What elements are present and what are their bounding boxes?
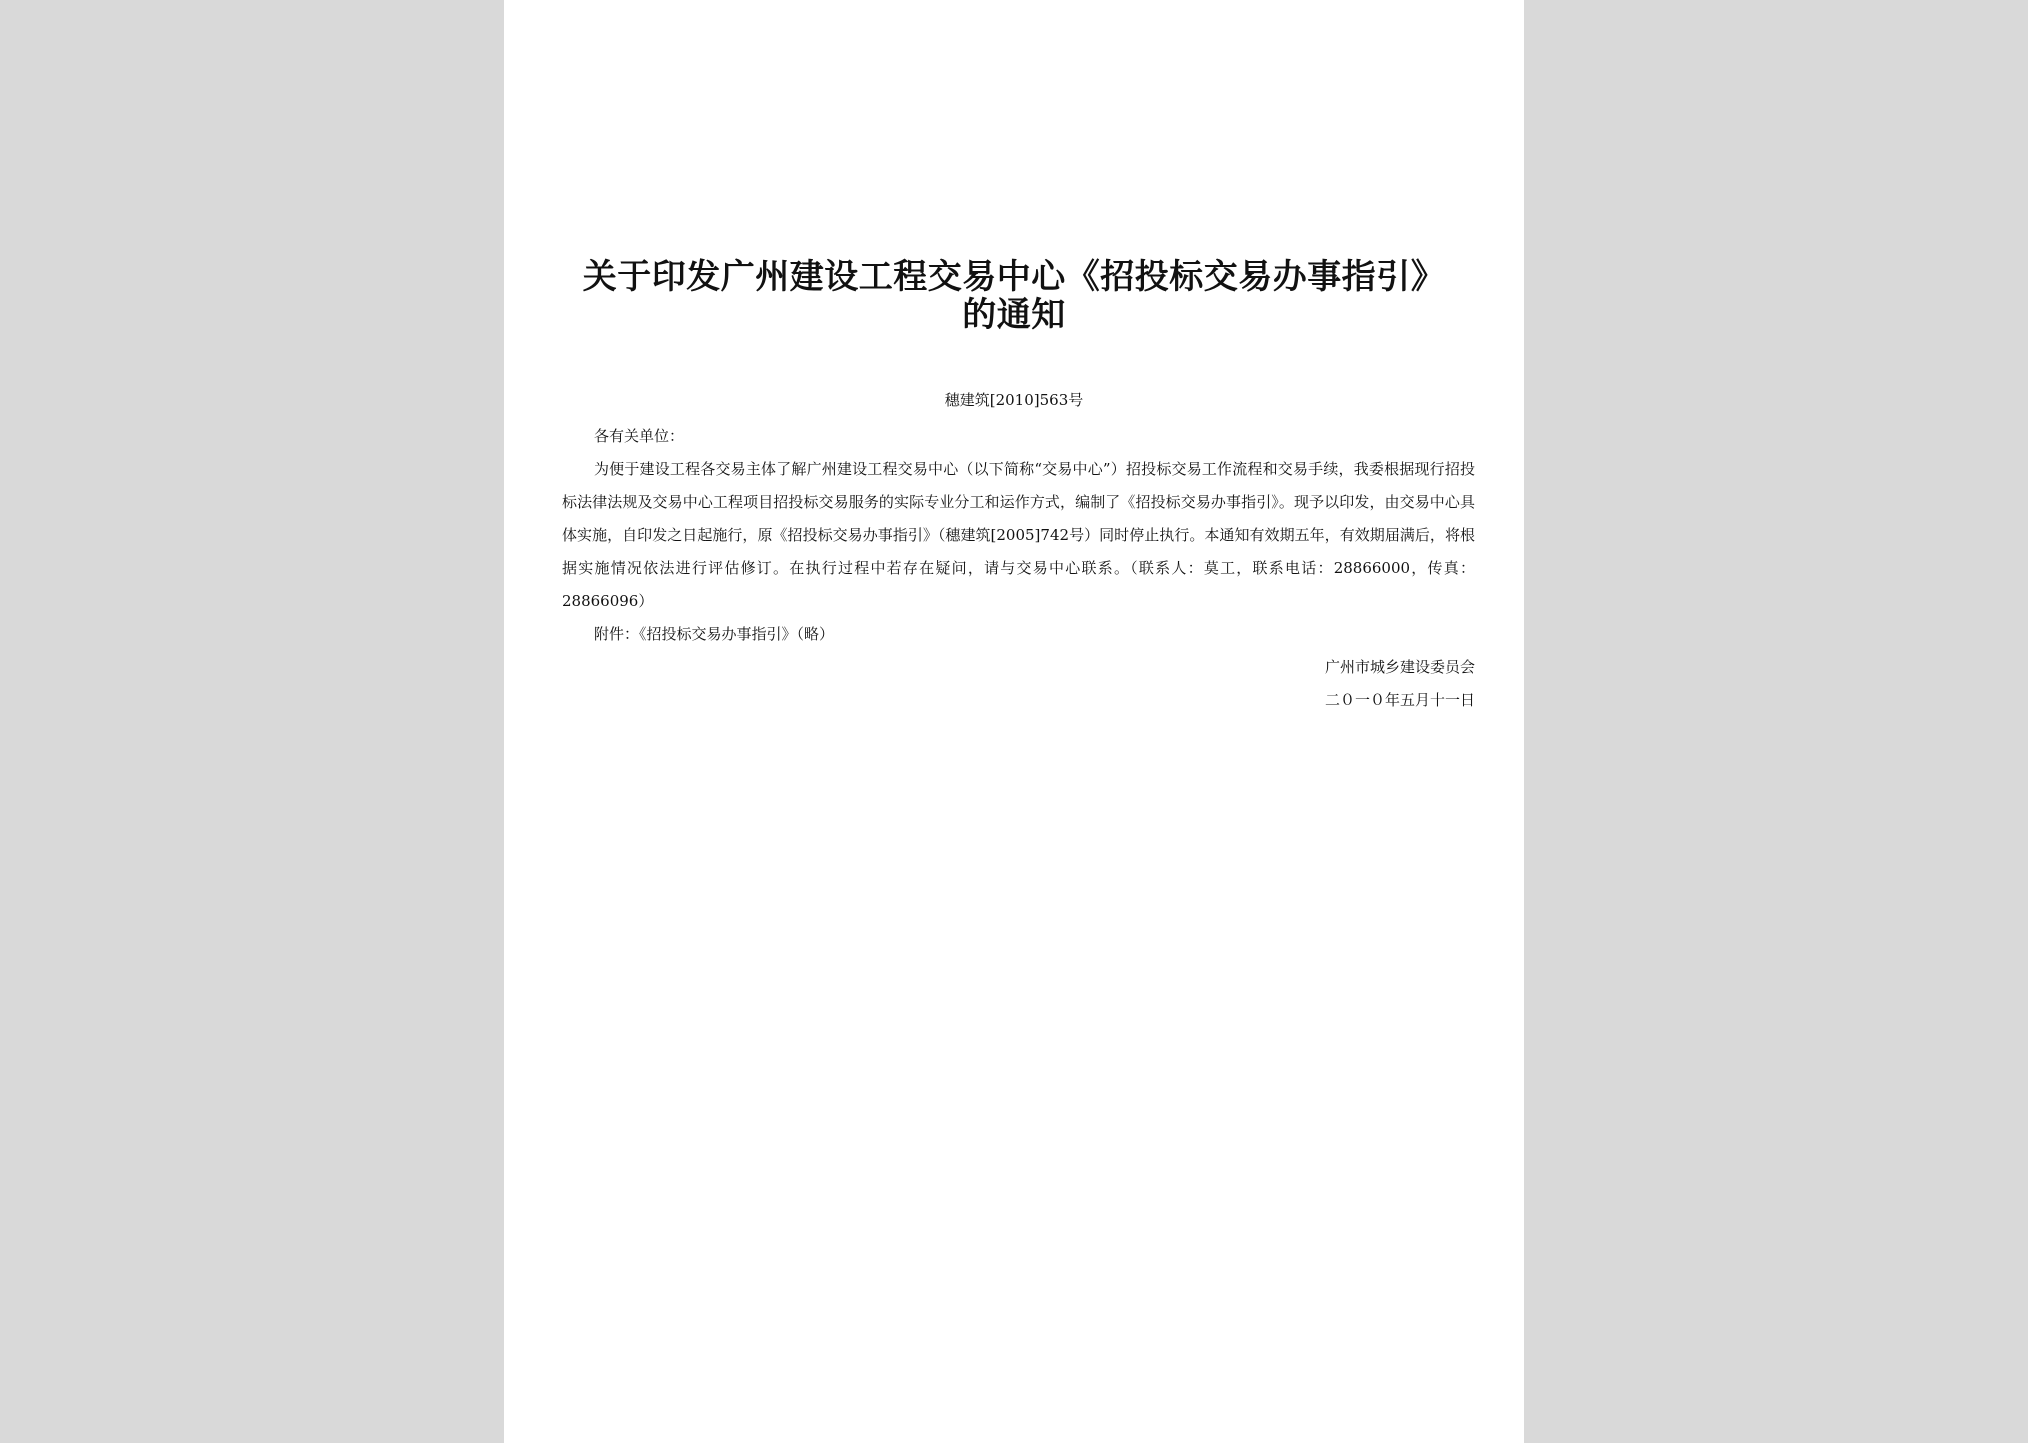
document-number: 穗建筑[2010]563号 bbox=[944, 391, 1084, 409]
document-title: 关于印发广州建设工程交易中心《招投标交易办事指引》的通知 bbox=[582, 257, 1446, 335]
document-page bbox=[504, 0, 1524, 1443]
main-paragraph: 为便于建设工程各交易主体了解广州建设工程交易中心（以下简称“交易中心”）招投标交易工作流程和交易手续，我委根据现行招投标法律法规及交易中心工程项目招投标交易服务的实际专业分工和运作方式，编制了《招投标交易办事指引》。现予以印发，由交易中心具体实施，自印发之日起施行，原《招投标交易办事指引》（穗建筑[2005]742号）同时停止执行。本通知有效期五年，有效期届满后，将根据实施情况依法进行评估修订。在执行过程中若存在疑问，请与交易中心联系。（联系人：莫工，联系电话：28866000，传真：28866096） bbox=[562, 460, 1475, 610]
attachment-note: 附件：《招投标交易办事指引》（略） bbox=[594, 625, 835, 643]
issuer-name: 广州市城乡建设委员会 bbox=[1324, 658, 1475, 676]
salutation: 各有关单位： bbox=[594, 427, 685, 445]
issue-date: 二０一０年五月十一日 bbox=[1324, 691, 1475, 709]
document-body bbox=[562, 420, 1475, 717]
